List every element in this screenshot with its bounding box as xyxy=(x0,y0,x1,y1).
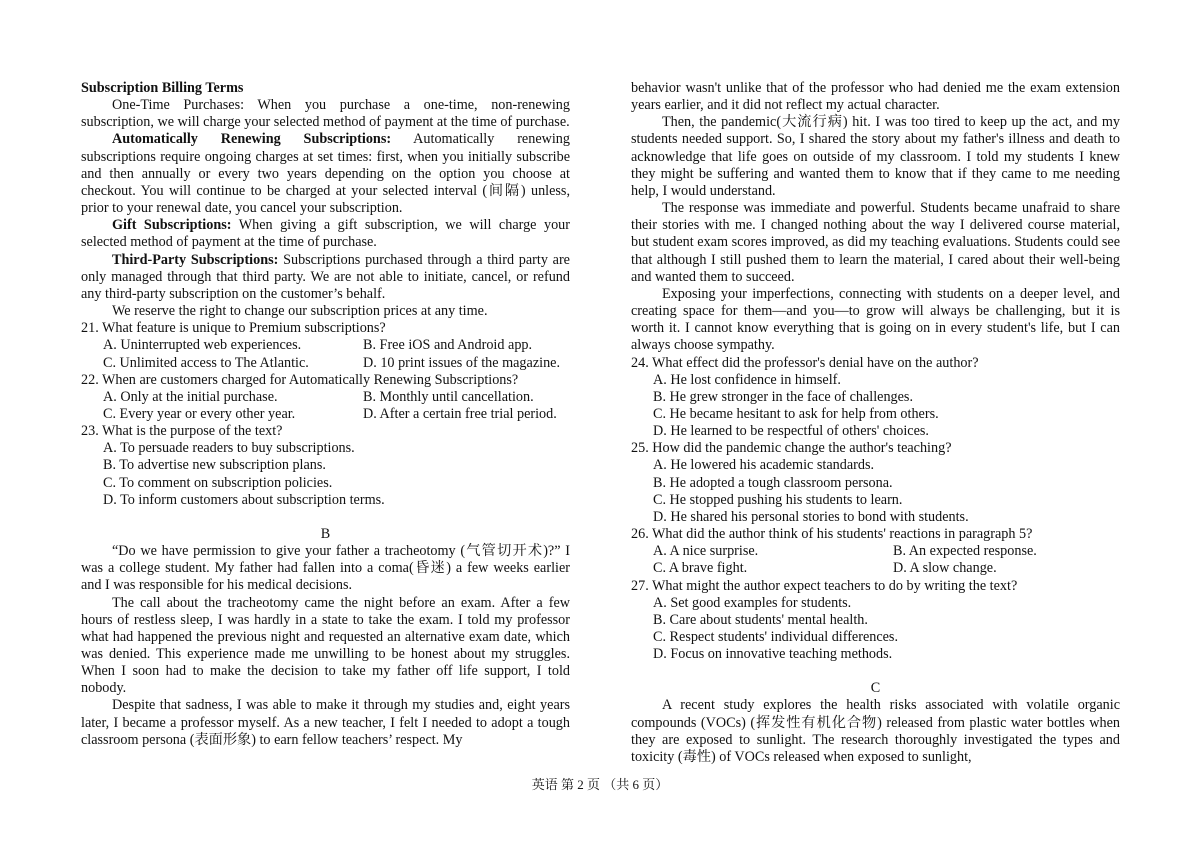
paragraph: A recent study explores the health risks associated with volatile organic compounds (VOCs) (挥发性有机化合物) released from plastic water bottles when they are exposed to sunlight. The research thoroughly investigated the types and toxicity (毒性) of VOCs released when exposed to sunlight, xyxy=(631,697,1120,765)
option: A. He lost confidence in himself. xyxy=(653,371,841,388)
paragraph: behavior wasn't unlike that of the professor who had denied me the exam extension years earlier, and it did not reflect my actual character. xyxy=(631,80,1120,114)
option: B. Care about students' mental health. xyxy=(653,611,868,628)
paragraph: “Do we have permission to give your father a tracheotomy (气管切开术)?” I was a college student. My father had fallen into a coma(昏迷) a few weeks earlier and I was responsible for his medical decisions. xyxy=(81,543,570,594)
term-text: Subscriptions purchased through a third party are only managed through that third party. We are not able to initiate, cancel, or refund any third-party subscription on the customer’s behalf. xyxy=(81,251,570,302)
option: B. Monthly until cancellation. xyxy=(363,388,534,405)
options-row xyxy=(631,543,1120,560)
option: B. Free iOS and Android app. xyxy=(363,337,533,354)
option: D. After a certain free trial period. xyxy=(363,405,557,422)
paragraph: We reserve the right to change our subscription prices at any time. xyxy=(112,303,488,320)
question-25: 25. How did the pandemic change the author's teaching? xyxy=(631,440,952,457)
term-text: When giving a gift subscription, we will charge your selected method of payment at the time of purchase. xyxy=(81,217,570,251)
question-23: 23. What is the purpose of the text? xyxy=(81,423,283,440)
option: C. Unlimited access to The Atlantic. xyxy=(103,354,309,371)
option: C. Every year or every other year. xyxy=(103,405,296,422)
option: D. Focus on innovative teaching methods. xyxy=(653,646,893,663)
paragraph: The response was immediate and powerful. Students became unafraid to share their stories with me. I changed nothing about the way I delivered course material, but student exam scores improved, as did my teaching evaluations. Students could see that although I still pushed them to learn the material, I cared about their well-being and wanted them to succeed. xyxy=(631,200,1120,285)
options-row xyxy=(81,406,570,423)
question-22: 22. When are customers charged for Automatically Renewing Subscriptions? xyxy=(81,371,519,388)
option: D. He shared his personal stories to bond with students. xyxy=(653,508,969,525)
passage-a-heading: Subscription Billing Terms xyxy=(81,80,244,96)
option: A. Uninterrupted web experiences. xyxy=(103,337,302,354)
section-heading-b: B xyxy=(320,525,331,542)
options-row xyxy=(81,337,570,354)
options-row xyxy=(81,389,570,406)
term-label: Third-Party Subscriptions: xyxy=(112,251,279,268)
paragraph: Despite that sadness, I was able to make it through my studies and, eight years later, I became a professor myself. As a new teacher, I felt I needed to adopt a tough classroom persona (表面形象) to earn fellow teachers’ respect. My xyxy=(81,697,570,748)
option: B. He grew stronger in the face of challenges. xyxy=(653,388,914,405)
option: C. Respect students' individual differences. xyxy=(653,629,899,645)
paragraph: The call about the tracheotomy came the night before an exam. After a few hours of restless sleep, I was hardly in a state to take the exam. I told my professor what had happened the previous night and requested an alternative exam date, which was denied. This experience made me unwilling to be honest about my struggles. When I soon had to make the decision to take my father off life support, I told nobody. xyxy=(81,594,570,697)
options-row xyxy=(631,560,1120,577)
option: A. To persuade readers to buy subscriptions. xyxy=(103,440,355,457)
question-26: 26. What did the author think of his students' reactions in paragraph 5? xyxy=(631,526,1033,543)
option: C. A brave fight. xyxy=(653,560,748,577)
option: C. He stopped pushing his students to learn. xyxy=(653,491,903,508)
option: B. He adopted a tough classroom persona. xyxy=(653,474,893,491)
term-label: Automatically Renewing Subscriptions: xyxy=(112,131,392,148)
term-text: Automatically renewing subscriptions require ongoing charges at set times: first, when you initially subscribe and then annually or every two years depending on the option you choose at checkout. You will continue to be charged at your selected interval (间隔) unless, prior to your renewal date, you cancel your subscription. xyxy=(81,131,570,217)
option: A. He lowered his academic standards. xyxy=(653,457,875,474)
paragraph xyxy=(81,252,570,303)
option: D. He learned to be respectful of others' choices. xyxy=(653,423,929,440)
option: D. To inform customers about subscription terms. xyxy=(103,491,385,508)
paragraph xyxy=(81,217,570,251)
left-column xyxy=(81,80,570,749)
question-24: 24. What effect did the professor's denial have on the author? xyxy=(631,354,979,371)
page-footer: 英语 第 2 页 （共 6 页） xyxy=(531,777,669,792)
paragraph xyxy=(81,131,570,217)
option: B. An expected response. xyxy=(893,543,1037,560)
spacer xyxy=(631,663,1120,680)
question-21: 21. What feature is unique to Premium subscriptions? xyxy=(81,320,386,337)
option: D. 10 print issues of the magazine. xyxy=(363,354,561,371)
question-27: 27. What might the author expect teachers to do by writing the text? xyxy=(631,577,1018,594)
option: D. A slow change. xyxy=(893,560,997,577)
spacer xyxy=(81,509,570,526)
option: C. He became hesitant to ask for help from others. xyxy=(653,405,939,422)
option: A. Set good examples for students. xyxy=(653,594,852,611)
option: A. Only at the initial purchase. xyxy=(103,388,278,405)
term-label: Gift Subscriptions: xyxy=(112,217,232,234)
option: B. To advertise new subscription plans. xyxy=(103,457,326,474)
option: C. To comment on subscription policies. xyxy=(103,474,333,491)
right-column xyxy=(631,80,1120,766)
paragraph: Exposing your imperfections, connecting with students on a deeper level, and creating space for them—and you—to grow will always be challenging, but it is worth it. I cannot know everything that is going on in every student's life, but I can always choose sympathy. xyxy=(631,285,1120,354)
section-heading-c: C xyxy=(870,680,881,697)
options-row xyxy=(81,355,570,372)
paragraph: Then, the pandemic(大流行病) hit. I was too tired to keep up the act, and my students needed support. So, I shared the story about my father's illness and death to acknowledge that life goes on outside of my classroom. I told my students I knew they might be suffering and wanted them to know that if they came to me needing help, I would understand. xyxy=(631,114,1120,199)
paragraph: One-Time Purchases: When you purchase a one-time, non-renewing subscription, we will charge your selected method of payment at the time of purchase. xyxy=(81,97,570,131)
option: A. A nice surprise. xyxy=(653,543,759,560)
